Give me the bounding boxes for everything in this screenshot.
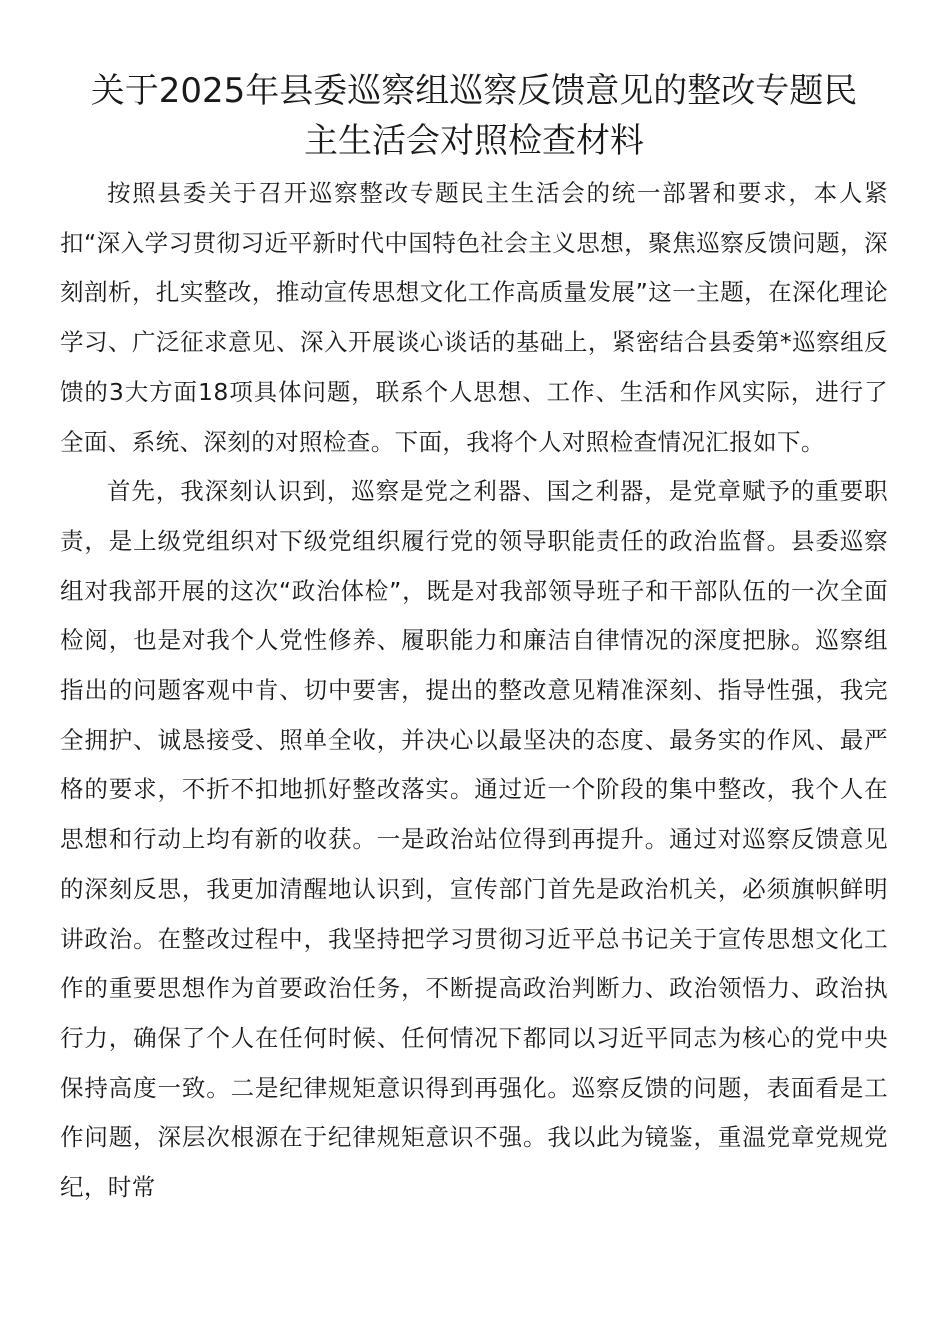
paragraph-intro: 按照县委关于召开巡察整改专题民主生活会的统一部署和要求，本人紧扣“深入学习贯彻习近平新时代中国特色社会主义思想，聚焦巡察反馈问题，深刻剖析，扎实整改，推动宣传思想文化工作高质量发展”这一主题，在深化理论学习、广泛征求意见、深入开展谈心谈话的基础上，紧密结合县委第*巡察组反馈的3大方面18项具体问题，联系个人思想、工作、生活和作风实际，进行了全面、系统、深刻的对照检查。下面，我将个人对照检查情况汇报如下。 bbox=[60, 179, 888, 456]
title-line-1: 关于2025年县委巡察组巡察反馈意见的整改专题民 bbox=[90, 71, 858, 111]
document-body bbox=[60, 169, 888, 1213]
title-line-2: 主生活会对照检查材料 bbox=[304, 121, 644, 161]
document-title bbox=[60, 66, 888, 166]
paragraph-understanding: 首先，我深刻认识到，巡察是党之利器、国之利器，是党章赋予的重要职责，是上级党组织对下级党组织履行党的领导职能责任的政治监督。县委巡察组对我部开展的这次“政治体检”，既是对我部领导班子和干部队伍的一次全面检阅，也是对我个人党性修养、履职能力和廉洁自律情况的深度把脉。巡察组指出的问题客观中肯、切中要害，提出的整改意见精准深刻、指导性强，我完全拥护、诚恳接受、照单全收，并决心以最坚决的态度、最务实的作风、最严格的要求，不折不扣地抓好整改落实。通过近一个阶段的集中整改，我个人在思想和行动上均有新的收获。一是政治站位得到再提升。通过对巡察反馈意见的深刻反思，我更加清醒地认识到，宣传部门首先是政治机关，必须旗帜鲜明讲政治。在整改过程中，我坚持把学习贯彻习近平总书记关于宣传思想文化工作的重要思想作为首要政治任务，不断提高政治判断力、政治领悟力、政治执行力，确保了个人在任何时候、任何情况下都同以习近平同志为核心的党中央保持高度一致。二是纪律规矩意识得到再强化。巡察反馈的问题，表面看是工作问题，深层次根源在于纪律规矩意识不强。我以此为镜鉴，重温党章党规党纪，时常 bbox=[60, 477, 888, 1202]
